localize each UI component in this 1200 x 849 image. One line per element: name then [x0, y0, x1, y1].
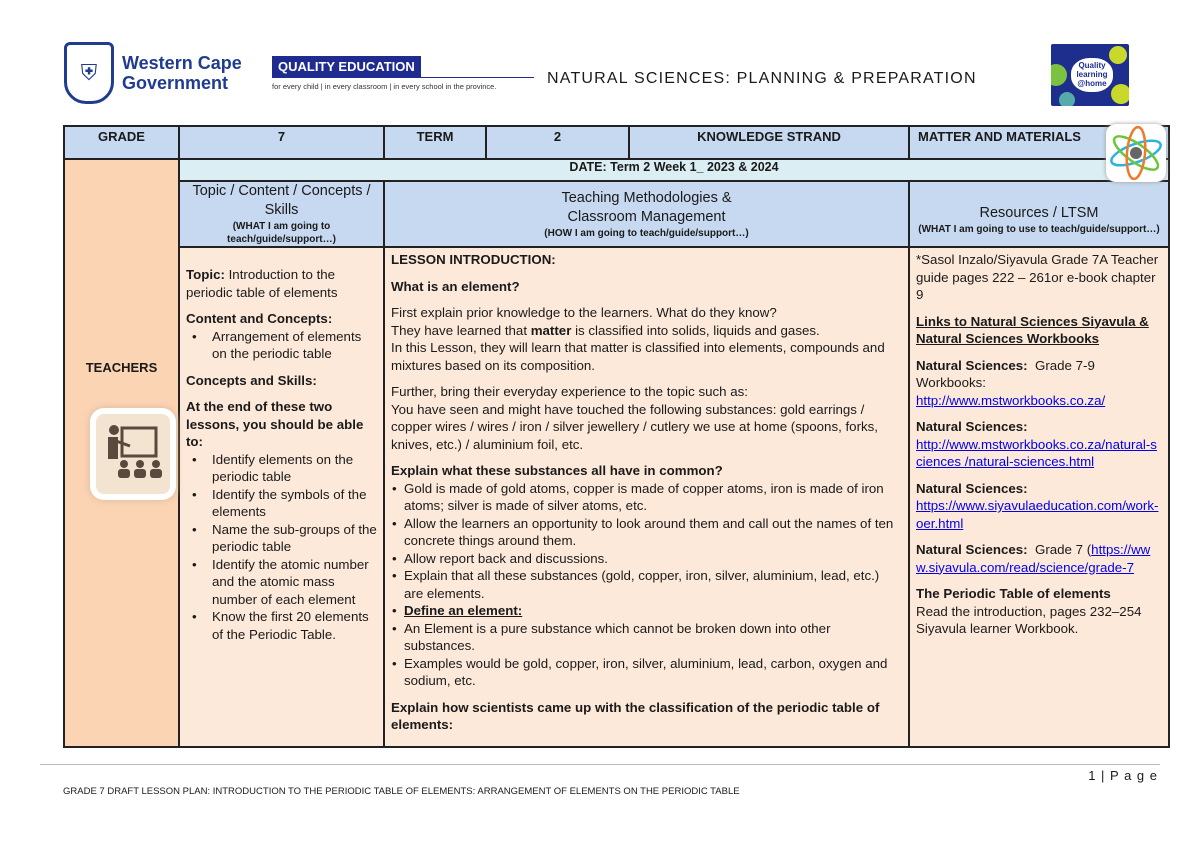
qe-label: QUALITY EDUCATION	[272, 56, 421, 77]
ns-label: Natural Sciences:	[916, 480, 1028, 496]
intro-heading: LESSON INTRODUCTION:	[391, 252, 556, 267]
strand-value: MATTER AND MATERIALS	[909, 126, 1169, 159]
topic-header	[179, 181, 384, 247]
page-number: 1 | P a g e	[1088, 768, 1158, 783]
method-header-sub: (HOW I am going to teach/guide/support…)	[544, 227, 749, 239]
quality-education-logo	[272, 56, 534, 91]
resources-header	[909, 181, 1169, 247]
topic-header-sub: (WHAT I am going to teach/guide/support…)	[227, 221, 336, 245]
method-header-title2: Classroom Management	[567, 208, 726, 225]
link-4-text: Grade 7 (	[1035, 542, 1092, 557]
footer-divider	[40, 764, 1160, 765]
date-cell: DATE: Term 2 Week 1_ 2023 & 2024	[179, 159, 1169, 181]
footer-text: GRADE 7 DRAFT LESSON PLAN: INTRODUCTION TO THE PERIODIC TABLE OF ELEMENTS: ARRANGEMENT OF ELEMENTS ON THE PERIODIC TABLE	[63, 786, 740, 797]
strand-label: KNOWLEDGE STRAND	[629, 126, 909, 159]
org-line2: Government	[122, 73, 229, 93]
outcome-item: • Identify the symbols of the elements	[186, 486, 377, 521]
outcome-item: • Identify the atomic number and the atomic mass number of each element	[186, 556, 377, 609]
content-item: • Arrangement of elements on the periodic table	[186, 328, 377, 363]
para-2a: Further, bring their everyday experience to the topic such as:	[391, 384, 748, 399]
qe-tagline: for every child | in every classroom | in every school in the province.	[272, 77, 534, 91]
links-heading: Links to Natural Sciences Siyavula & Natural Sciences Workbooks	[916, 313, 1149, 346]
term-label: TERM	[384, 126, 486, 159]
method-bullet: • Examples would be gold, copper, iron, silver, aluminium, lead, carbon, oxygen and sodium, etc.	[391, 655, 902, 690]
ns-label: Natural Sciences:	[916, 419, 1028, 434]
lesson-plan-table	[63, 125, 1170, 748]
method-bullet: • Allow the learners an opportunity to look around them and call out the names of ten concrete things around them.	[391, 515, 902, 550]
method-cell	[384, 247, 909, 747]
skills-label: Concepts and Skills:	[186, 372, 317, 388]
resources-header-sub: (WHAT I am going to use to teach/guide/support…)	[918, 224, 1160, 235]
link-mstworkbooks-ns[interactable]: http://www.mstworkbooks.co.za/natural-sciences /natural-sciences.html	[916, 436, 1157, 469]
outcome-item: • Name the sub-groups of the periodic table	[186, 521, 377, 556]
grade-value: 7	[179, 126, 384, 159]
topic-label: Topic:	[186, 267, 225, 282]
link-1-text: Grade 7-9 Workbooks:	[916, 357, 1095, 390]
term-value: 2	[486, 126, 629, 159]
question-2: Explain what these substances all have in common?	[391, 463, 723, 478]
topic-header-title: Topic / Content / Concepts / Skills	[192, 183, 371, 218]
method-header-title1: Teaching Methodologies &	[561, 189, 732, 206]
periodic-table-heading: The Periodic Table of elements	[916, 586, 1111, 601]
wcg-logo	[64, 42, 242, 104]
audience-label: TEACHERS	[85, 360, 158, 375]
outcome-item: • Identify elements on the periodic table	[186, 451, 377, 486]
para-1b: They have learned that	[391, 322, 531, 338]
link-siyavula-oer[interactable]: https://www.siyavulaeducation.com/work-oer.html	[916, 498, 1159, 531]
para-1c: In this Lesson, they will learn that matter is classified into elements, compounds and mixtures based on its composition.	[391, 340, 885, 373]
question-3: Explain how scientists came up with the classification of the periodic table of elements:	[391, 699, 880, 732]
para-1b-bold: matter	[530, 322, 572, 338]
link-mstworkbooks[interactable]: http://www.mstworkbooks.co.za/	[916, 392, 1106, 408]
ns-label: Natural Sciences:	[916, 542, 1028, 557]
define-heading: Define an element:	[404, 603, 523, 618]
resource-text: *Sasol Inzalo/Siyavula Grade 7A Teacher guide pages 222 – 261or e-book chapter 9	[916, 252, 1159, 302]
grade-label: GRADE	[64, 126, 179, 159]
periodic-table-text: Read the introduction, pages 232–254 Siyavula learner Workbook.	[916, 603, 1142, 636]
method-bullet: • An Element is a pure substance which cannot be broken down into other substances.	[391, 620, 902, 655]
ns-label: Natural Sciences:	[916, 357, 1028, 373]
method-bullet: • Allow report back and discussions.	[391, 550, 902, 568]
topic-cell	[179, 247, 384, 747]
question-1: What is an element?	[391, 278, 520, 294]
coat-of-arms-icon: ⛨	[64, 42, 114, 104]
quality-learning-home-logo: Quality learning @home	[1051, 44, 1129, 106]
resources-cell	[909, 247, 1169, 747]
atom-icon	[1106, 124, 1166, 182]
page-title: NATURAL SCIENCES: PLANNING & PREPARATION	[547, 70, 977, 87]
outcome-item: • Know the first 20 elements of the Periodic Table.	[186, 608, 377, 643]
method-header	[384, 181, 909, 247]
resources-header-title: Resources / LTSM	[979, 205, 1099, 221]
method-bullet: • Explain that all these substances (gold, copper, iron, silver, aluminium, lead, etc.) are elements.	[391, 567, 902, 602]
link-siyavula-grade7[interactable]: https://www.siyavula.com/read/science/grade-7	[916, 542, 1151, 575]
org-line1: Western Cape	[122, 53, 242, 73]
content-label: Content and Concepts:	[186, 311, 333, 326]
para-1a: First explain prior knowledge to the learners. What do they know?	[391, 305, 777, 320]
para-1b-post: is classified into solids, liquids and gases.	[571, 322, 820, 338]
para-2b: You have seen and might have touched the following substances: gold earrings / copper wires / wires / iron / silver jewellery / cutlery we use at home (spoons, forks, knives, etc.) / aluminium foil, etc.	[391, 401, 878, 452]
topic-text: Introduction to the periodic table of elements	[186, 267, 338, 300]
method-bullet: • Gold is made of gold atoms, copper is made of copper atoms, iron is made of iron atoms; silver is made of silver atoms, etc.	[391, 480, 902, 515]
outcome-intro: At the end of these two lessons, you should be able to:	[186, 399, 364, 449]
teacher-classroom-icon	[90, 408, 176, 500]
